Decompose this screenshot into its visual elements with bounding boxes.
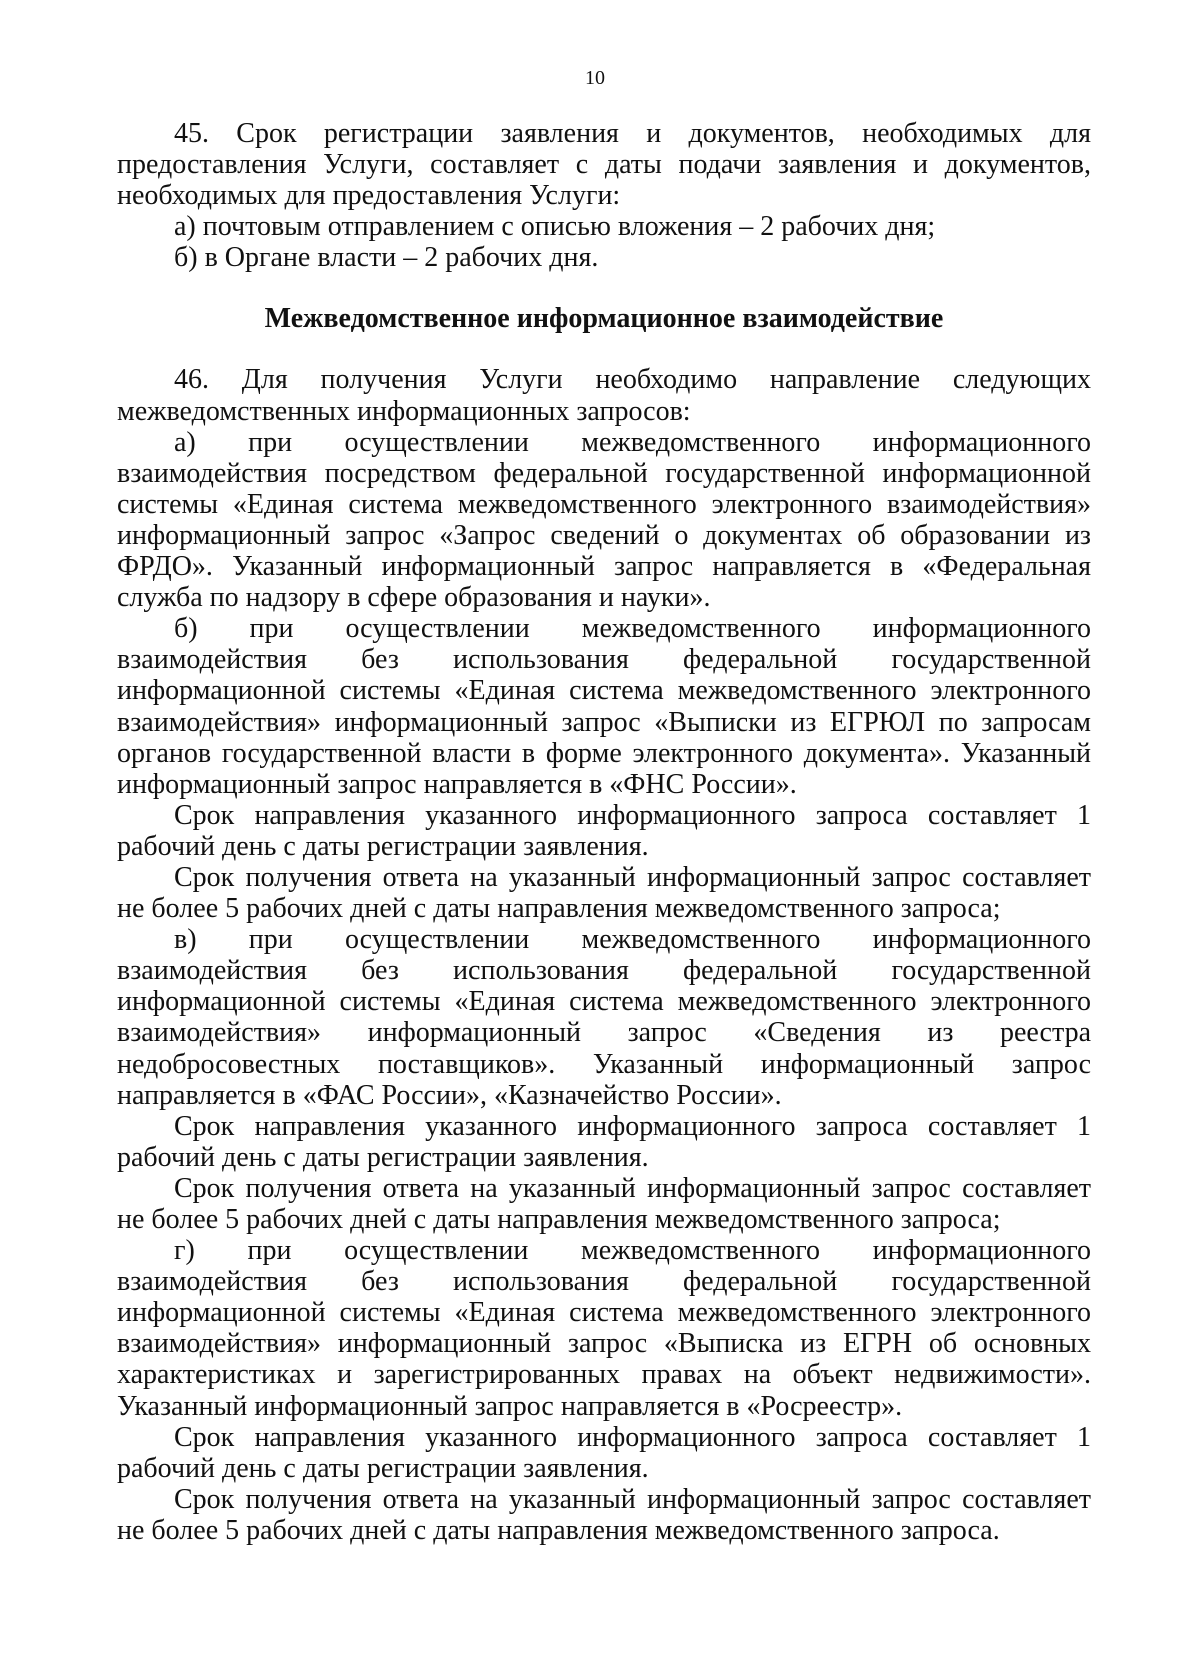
page-number: 10 xyxy=(585,67,605,89)
paragraph-46-item-d-term-send: Срок направления указанного информационного запроса составляет 1 рабочий день с даты регистрации заявления. xyxy=(117,1421,1091,1484)
paragraph-46-item-d-term-reply: Срок получения ответа на указанный информационный запрос составляет не более 5 рабочих дней с даты направления межведомственного запроса. xyxy=(117,1483,1091,1546)
paragraph-45-item-b: б) в Органе власти – 2 рабочих дня. xyxy=(174,242,599,274)
paragraph-46-item-a: а) при осуществлении межведомственного информационного взаимодействия посредством федеральной государственной информационной системы «Единая система межведомственного электронного взаимодействия» информационный запрос «Запрос сведений о документах об образовании из ФРДО». Указанный информационный запрос направляется в «Федеральная служба по надзору в сфере образования и науки». xyxy=(117,426,1091,614)
paragraph-46-item-d: г) при осуществлении межведомственного информационного взаимодействия без использования федеральной государственной информационной системы «Единая система межведомственного электронного взаимодействия» информационный запрос «Выписка из ЕГРН об основных характеристиках и зарегистрированных правах на объект недвижимости». Указанный информационный запрос направляется в «Росреестр». xyxy=(117,1235,1091,1422)
paragraph-46-item-c-term-reply: Срок получения ответа на указанный информационный запрос составляет не более 5 рабочих дней с даты направления межведомственного запроса; xyxy=(117,1172,1091,1235)
paragraph-46-intro: 46. Для получения Услуги необходимо направление следующих межведомственных информационных запросов: xyxy=(117,364,1091,427)
paragraph-46-item-b-term-reply: Срок получения ответа на указанный информационный запрос составляет не более 5 рабочих дней с даты направления межведомственного запроса; xyxy=(117,861,1091,925)
paragraph-46-item-c-term-send: Срок направления указанного информационного запроса составляет 1 рабочий день с даты регистрации заявления. xyxy=(117,1110,1091,1173)
paragraph-46-item-b-term-send: Срок направления указанного информационного запроса составляет 1 рабочий день с даты регистрации заявления. xyxy=(117,799,1091,862)
document-body xyxy=(117,118,1091,1546)
paragraph-45-intro: 45. Срок регистрации заявления и документов, необходимых для предоставления Услуги, составляет с даты подачи заявления и документов, необходимых для предоставления Услуги: xyxy=(117,118,1091,212)
paragraph-46-item-b: б) при осуществлении межведомственного информационного взаимодействия без использования федеральной государственной информационной системы «Единая система межведомственного электронного взаимодействия» информационный запрос «Выписки из ЕГРЮЛ по запросам органов государственной власти в форме электронного документа». Указанный информационный запрос направляется в «ФНС России». xyxy=(117,613,1091,800)
paragraph-45-item-a: а) почтовым отправлением с описью вложения – 2 рабочих дня; xyxy=(174,211,936,243)
section-heading: Межведомственное информационное взаимодействие xyxy=(264,303,944,335)
paragraph-46-item-c: в) при осуществлении межведомственного информационного взаимодействия без использования федеральной государственной информационной системы «Единая система межведомственного электронного взаимодействия» информационный запрос «Сведения из реестра недобросовестных поставщиков». Указанный информационный запрос направляется в «ФАС России», «Казначейство России». xyxy=(117,924,1091,1111)
